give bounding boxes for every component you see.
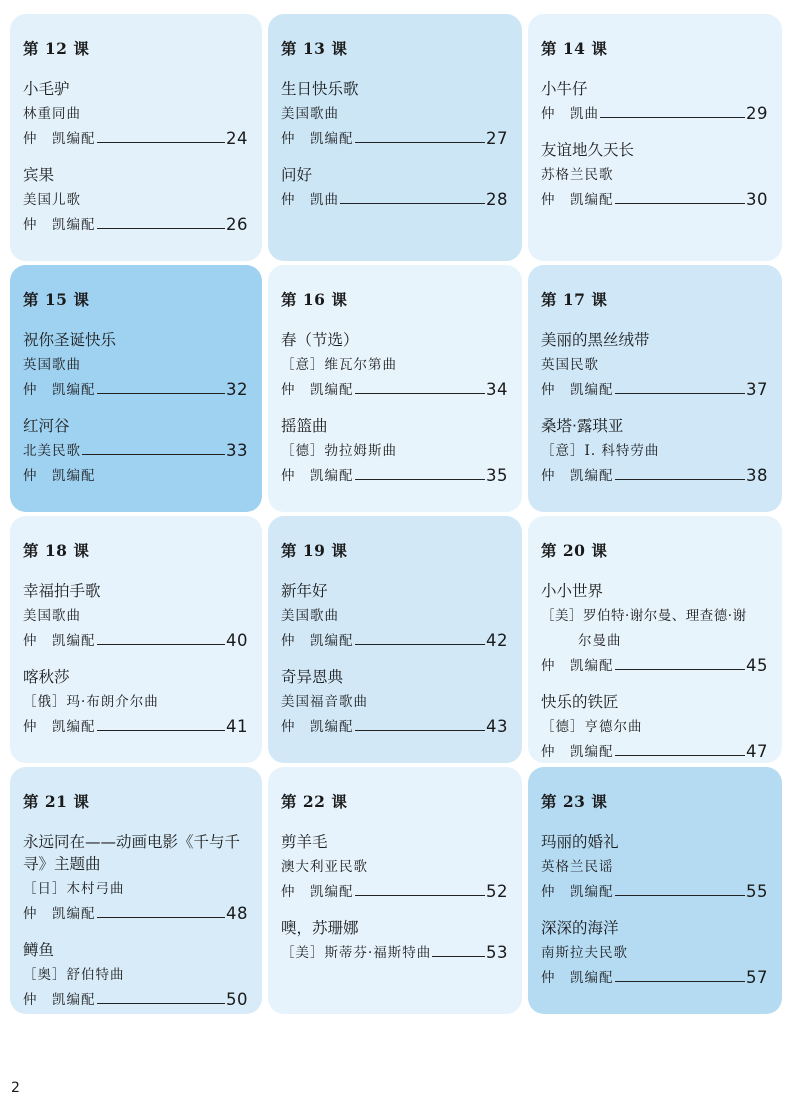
song-entry[interactable] (541, 831, 768, 903)
credit-line (23, 128, 248, 150)
song-entry[interactable] (281, 164, 508, 211)
song-entry[interactable] (541, 415, 768, 487)
credit-text: 仲 凯编配 (541, 468, 614, 484)
song-title[interactable]: 祝你圣诞快乐 (23, 331, 117, 349)
song-entry[interactable] (541, 691, 768, 763)
page-ref[interactable]: 27 (486, 129, 508, 148)
page-ref[interactable]: 40 (226, 631, 248, 650)
song-title[interactable]: 噢，苏珊娜 (281, 919, 359, 937)
credit-line (281, 440, 508, 462)
credit-text: 仲 凯编配 (23, 382, 96, 398)
song-entry[interactable] (281, 329, 508, 401)
leader-line (615, 981, 746, 982)
credit-line (23, 354, 248, 376)
page-ref[interactable]: 32 (226, 380, 248, 399)
song-entry[interactable] (541, 580, 768, 677)
credit-line (281, 379, 508, 401)
page-ref[interactable]: 37 (746, 380, 768, 399)
credit-line (281, 881, 508, 903)
lesson-title: 第 15 课 (23, 290, 90, 309)
lesson-title: 第 20 课 (541, 541, 608, 560)
page-ref[interactable]: 43 (486, 717, 508, 736)
song-entry[interactable] (541, 78, 768, 125)
credit-text: 仲 凯曲 (281, 192, 339, 208)
song-entry[interactable] (23, 78, 248, 150)
song-entry[interactable] (541, 329, 768, 401)
leader-line (97, 1003, 226, 1004)
leader-line (340, 203, 485, 204)
lesson-card (10, 265, 262, 512)
leader-line (615, 669, 746, 670)
lesson-card (528, 767, 782, 1014)
page-ref[interactable]: 52 (486, 882, 508, 901)
lesson-card (10, 767, 262, 1014)
song-title[interactable]: 春（节选） (281, 331, 359, 349)
credit-line (541, 630, 768, 652)
credit-text: 仲 凯编配 (281, 633, 354, 649)
page-ref[interactable]: 57 (746, 968, 768, 987)
credit-text: ［意］I. 科特劳曲 (541, 443, 660, 459)
credit-text: 仲 凯编配 (23, 468, 96, 484)
song-title[interactable]: 小小世界 (541, 582, 604, 600)
song-entry[interactable] (281, 78, 508, 150)
page-ref[interactable]: 26 (226, 215, 248, 234)
lesson-title: 第 12 课 (23, 39, 90, 58)
credit-text: 尔曼曲 (578, 633, 622, 649)
leader-line (355, 142, 486, 143)
song-title[interactable]: 生日快乐歌 (281, 80, 359, 98)
credit-line (281, 630, 508, 652)
credit-text: 仲 凯曲 (541, 106, 599, 122)
credit-text: 仲 凯编配 (23, 992, 96, 1008)
credit-line (541, 189, 768, 211)
credit-line (281, 189, 508, 211)
credit-line (541, 103, 768, 125)
credit-line (281, 716, 508, 738)
page-ref[interactable]: 29 (746, 104, 768, 123)
leader-line (615, 895, 746, 896)
page-ref[interactable]: 33 (226, 441, 248, 460)
credit-text: 仲 凯编配 (281, 382, 354, 398)
credit-text: 仲 凯编配 (23, 633, 96, 649)
credit-line (281, 465, 508, 487)
credit-text: 仲 凯编配 (541, 658, 614, 674)
credit-line (23, 103, 248, 125)
credit-text: 美国歌曲 (281, 608, 339, 624)
credit-text: 北美民歌 (23, 443, 81, 459)
song-title[interactable]: 永远同在——动画电影《千与千寻》主题曲 (23, 833, 241, 873)
credit-line (541, 440, 768, 462)
leader-line (97, 917, 226, 918)
credit-line (541, 856, 768, 878)
credit-line (281, 691, 508, 713)
credit-line (23, 440, 248, 462)
song-entry[interactable] (281, 831, 508, 903)
lesson-title: 第 17 课 (541, 290, 608, 309)
credit-line (23, 630, 248, 652)
page-ref[interactable]: 55 (746, 882, 768, 901)
credit-text: 仲 凯编配 (281, 131, 354, 147)
song-title[interactable]: 小牛仔 (541, 80, 588, 98)
credit-line (541, 716, 768, 738)
lesson-card (268, 265, 522, 512)
credit-line (281, 354, 508, 376)
credit-line (281, 856, 508, 878)
lesson-title: 第 23 课 (541, 792, 608, 811)
page-ref[interactable]: 45 (746, 656, 768, 675)
credit-text: 仲 凯编配 (541, 744, 614, 760)
lesson-title: 第 19 课 (281, 541, 348, 560)
credit-text: 仲 凯编配 (23, 217, 96, 233)
song-entry[interactable] (281, 666, 508, 738)
credit-line (23, 605, 248, 627)
leader-line (615, 203, 746, 204)
credit-line (23, 989, 248, 1011)
credit-text: 仲 凯编配 (23, 719, 96, 735)
page-ref[interactable]: 50 (226, 990, 248, 1009)
leader-line (615, 393, 746, 394)
lesson-card (268, 767, 522, 1014)
song-entry[interactable] (23, 580, 248, 652)
credit-line (23, 878, 248, 900)
credit-text: ［德］亨德尔曲 (541, 719, 643, 735)
leader-line (82, 454, 225, 455)
credit-text: 美国儿歌 (23, 192, 81, 208)
credit-line (23, 903, 248, 925)
lesson-title: 第 21 课 (23, 792, 90, 811)
leader-line (97, 644, 226, 645)
lesson-card (10, 14, 262, 261)
leader-line (355, 730, 486, 731)
song-title[interactable]: 深深的海洋 (541, 919, 619, 937)
credit-line (281, 942, 508, 964)
song-entry[interactable] (541, 917, 768, 989)
leader-line (97, 393, 226, 394)
song-entry[interactable] (23, 329, 248, 401)
leader-line (355, 393, 486, 394)
lesson-title: 第 18 课 (23, 541, 90, 560)
lesson-card (528, 265, 782, 512)
song-title[interactable]: 友谊地久天长 (541, 141, 635, 159)
credit-line (281, 128, 508, 150)
credit-line (541, 379, 768, 401)
credit-text: 仲 凯编配 (541, 192, 614, 208)
credit-text: 仲 凯编配 (281, 719, 354, 735)
credit-line (23, 214, 248, 236)
lesson-title: 第 13 课 (281, 39, 348, 58)
song-entry[interactable] (23, 415, 248, 487)
credit-text: 英国歌曲 (23, 357, 81, 373)
song-title[interactable]: 新年好 (281, 582, 328, 600)
credit-line (541, 655, 768, 677)
credit-text: ［日］木村弓曲 (23, 881, 125, 897)
leader-line (97, 142, 226, 143)
credit-line (23, 691, 248, 713)
credit-text: ［俄］玛·布朗介尔曲 (23, 694, 159, 710)
page-ref[interactable]: 42 (486, 631, 508, 650)
song-entry[interactable] (281, 415, 508, 487)
page-ref[interactable]: 41 (226, 717, 248, 736)
credit-line (281, 605, 508, 627)
song-title[interactable]: 剪羊毛 (281, 833, 328, 851)
credit-line (23, 716, 248, 738)
credit-text: 仲 凯编配 (23, 906, 96, 922)
credit-text: 澳大利亚民歌 (281, 859, 368, 875)
song-title[interactable]: 玛丽的婚礼 (541, 833, 619, 851)
lesson-card (268, 516, 522, 763)
credit-text: 南斯拉夫民歌 (541, 945, 628, 961)
lesson-card (268, 14, 522, 261)
song-title[interactable]: 美丽的黑丝绒带 (541, 331, 650, 349)
credit-line (281, 103, 508, 125)
page-ref[interactable]: 34 (486, 380, 508, 399)
credit-text: 仲 凯编配 (541, 970, 614, 986)
lesson-title: 第 14 课 (541, 39, 608, 58)
song-entry[interactable] (23, 164, 248, 236)
leader-line (615, 755, 746, 756)
page-ref[interactable]: 35 (486, 466, 508, 485)
credit-line (541, 942, 768, 964)
leader-line (355, 644, 486, 645)
song-title[interactable]: 摇篮曲 (281, 417, 328, 435)
credit-text: 仲 凯编配 (281, 468, 354, 484)
page-ref[interactable]: 30 (746, 190, 768, 209)
page-number: 2 (11, 1080, 20, 1096)
credit-line (23, 465, 248, 487)
credit-line (541, 354, 768, 376)
song-title[interactable]: 快乐的铁匠 (541, 693, 619, 711)
credit-text: ［美］斯蒂芬·福斯特曲 (281, 945, 432, 961)
credit-text: 英格兰民谣 (541, 859, 614, 875)
page-ref[interactable]: 48 (226, 904, 248, 923)
leader-line (432, 956, 485, 957)
page-ref[interactable]: 38 (746, 466, 768, 485)
page-ref[interactable]: 24 (226, 129, 248, 148)
page-ref[interactable]: 47 (746, 742, 768, 761)
credit-text: 仲 凯编配 (541, 884, 614, 900)
leader-line (615, 479, 746, 480)
song-title[interactable]: 喀秋莎 (23, 668, 70, 686)
lesson-card (528, 14, 782, 261)
credit-text: 美国歌曲 (281, 106, 339, 122)
credit-text: 仲 凯编配 (23, 131, 96, 147)
song-title[interactable]: 问好 (281, 166, 313, 184)
page-ref[interactable]: 28 (486, 190, 508, 209)
song-entry[interactable] (281, 917, 508, 964)
page-ref[interactable]: 53 (486, 943, 508, 962)
leader-line (600, 117, 745, 118)
credit-line (541, 605, 768, 627)
leader-line (97, 730, 226, 731)
song-title[interactable]: 桑塔·露琪亚 (541, 417, 624, 435)
credit-line (23, 189, 248, 211)
song-title[interactable]: 幸福拍手歌 (23, 582, 101, 600)
lesson-card (10, 516, 262, 763)
credit-text: 美国福音歌曲 (281, 694, 368, 710)
credit-text: 仲 凯编配 (281, 884, 354, 900)
song-title[interactable]: 鳟鱼 (23, 941, 55, 959)
credit-text: ［意］维瓦尔第曲 (281, 357, 397, 373)
song-entry[interactable] (541, 139, 768, 211)
credit-line (541, 741, 768, 763)
lesson-title: 第 16 课 (281, 290, 348, 309)
leader-line (355, 479, 486, 480)
credit-text: 英国民歌 (541, 357, 599, 373)
credit-line (541, 881, 768, 903)
credit-line (541, 164, 768, 186)
leader-line (97, 228, 226, 229)
credit-text: 美国歌曲 (23, 608, 81, 624)
song-title[interactable]: 红河谷 (23, 417, 70, 435)
credit-line (23, 964, 248, 986)
table-of-contents-grid (10, 14, 782, 1014)
credit-text: 苏格兰民歌 (541, 167, 614, 183)
leader-line (355, 895, 486, 896)
credit-text: 仲 凯编配 (541, 382, 614, 398)
song-entry[interactable] (281, 580, 508, 652)
song-entry[interactable] (23, 666, 248, 738)
lesson-title: 第 22 课 (281, 792, 348, 811)
song-entry[interactable] (23, 831, 248, 925)
credit-line (541, 967, 768, 989)
song-title[interactable]: 小毛驴 (23, 80, 70, 98)
song-entry[interactable] (23, 939, 248, 1011)
song-title[interactable]: 宾果 (23, 166, 55, 184)
credit-line (541, 465, 768, 487)
credit-text: ［奥］舒伯特曲 (23, 967, 125, 983)
credit-text: ［美］罗伯特·谢尔曼、理查德·谢 (541, 608, 747, 624)
lesson-card (528, 516, 782, 763)
credit-text: 林重同曲 (23, 106, 81, 122)
credit-text: ［德］勃拉姆斯曲 (281, 443, 397, 459)
credit-line (23, 379, 248, 401)
song-title[interactable]: 奇异恩典 (281, 668, 344, 686)
